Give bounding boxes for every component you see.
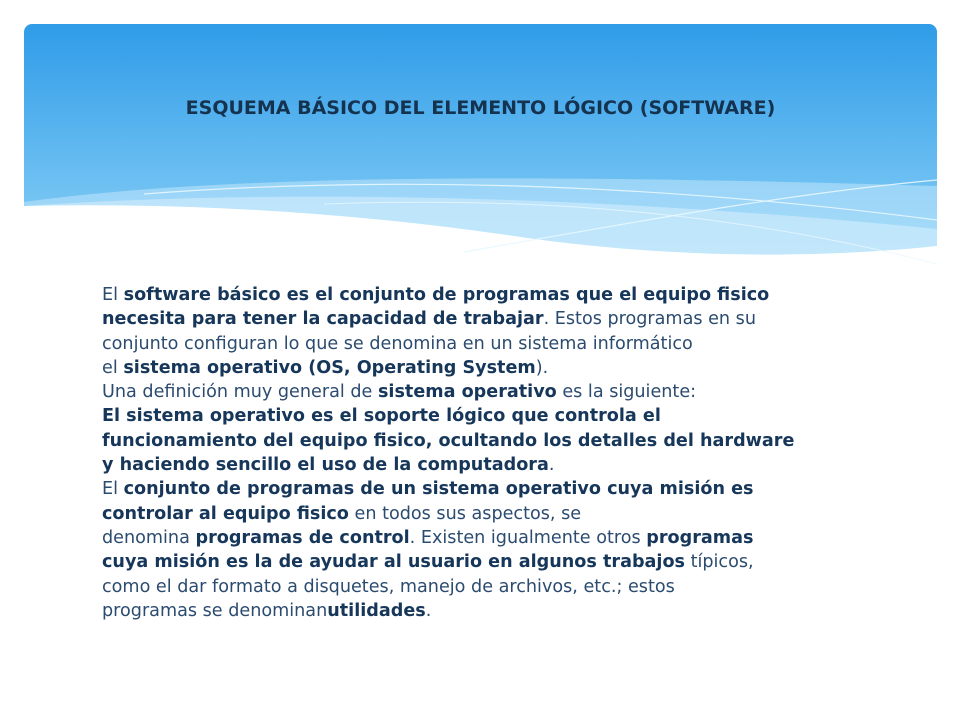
text-line — [102, 380, 862, 404]
bold-run: utilidades — [327, 600, 426, 621]
bold-run: sistema operativo (OS, Operating System — [123, 357, 536, 378]
text-line — [102, 356, 862, 380]
text-run: el — [102, 357, 124, 378]
text-line — [102, 575, 862, 599]
text-run: Una definición muy general de — [102, 382, 378, 403]
bold-run: controlar al equipo fisico — [102, 503, 349, 524]
text-line — [102, 332, 862, 356]
text-run: ). — [535, 357, 549, 378]
text-run: . — [425, 600, 432, 621]
text-run: . Existen igualmente otros — [409, 527, 647, 548]
bold-run: cuya misión es la de ayudar al usuario en algunos trabajos — [102, 552, 685, 573]
text-run: como el dar formato a disquetes, manejo de archivos, etc.; estos — [102, 576, 675, 597]
bold-run: funcionamiento del equipo fisico, ocultando los detalles del hardware — [102, 430, 795, 451]
text-line — [102, 550, 862, 574]
bold-run: y haciendo sencillo el uso de la computadora — [102, 455, 549, 476]
text-run: denomina — [102, 527, 196, 548]
text-run: . — [548, 455, 555, 476]
text-line — [102, 307, 862, 331]
text-run: es la siguiente: — [556, 382, 697, 403]
header-band — [24, 24, 937, 269]
bold-run: necesita para tener la capacidad de trabajar — [102, 309, 544, 330]
bold-run: sistema operativo — [377, 382, 557, 403]
text-run: conjunto configuran lo que se denomina en un sistema informático — [102, 333, 693, 354]
text-run: El — [102, 285, 124, 305]
bold-run: conjunto de programas de un sistema operativo cuya misión es — [123, 479, 754, 500]
text-line — [102, 502, 862, 526]
text-run: El — [102, 479, 124, 500]
body-text — [102, 283, 862, 623]
bold-run: programas — [646, 527, 754, 548]
text-run: en todos sus aspectos, se — [348, 503, 582, 524]
header-wave-graphic — [24, 24, 937, 269]
text-run: . Estos programas en su — [543, 309, 756, 330]
text-line — [102, 526, 862, 550]
text-run: programas se denominan — [102, 600, 328, 621]
text-run: típicos, — [685, 552, 754, 573]
bold-run: programas de control — [195, 527, 410, 548]
text-line — [102, 429, 862, 453]
bold-run: software básico es el conjunto de programas que el equipo fisico — [123, 285, 770, 305]
text-line — [102, 453, 862, 477]
text-line — [102, 599, 862, 623]
bold-run: El sistema operativo es el soporte lógico que controla el — [102, 406, 661, 427]
slide-title: ESQUEMA BÁSICO DEL ELEMENTO LÓGICO (SOFTWARE) — [185, 97, 776, 119]
text-line — [102, 404, 862, 428]
text-line — [102, 283, 862, 307]
text-line — [102, 477, 862, 501]
